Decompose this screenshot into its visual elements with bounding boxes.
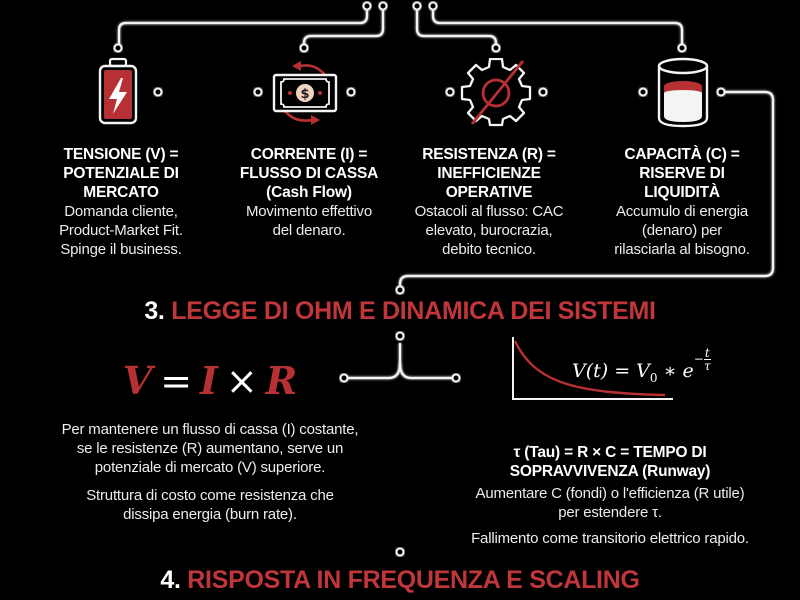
card-title: CORRENTE (I) = FLUSSO DI CASSA (Cash Flow) <box>239 146 379 201</box>
cash-flow-icon <box>270 58 340 128</box>
tau-failure-note: Fallimento come transitorio elettrico rapido. <box>471 530 749 547</box>
section-4-heading: 4. RISPOSTA IN FREQUENZA E SCALING <box>160 566 640 594</box>
card-title: TENSIONE (V) = POTENZIALE DI MERCATO <box>63 146 179 201</box>
card-title: CAPACITÀ (C) = RISERVE DI LIQUIDITÀ <box>624 146 740 201</box>
card-description: Accumulo di energia (denaro) per rilasciarla al bisogno. <box>614 203 750 258</box>
battery-icon <box>97 56 139 126</box>
decay-formula: $V(t) = V_0$ ∗ e− $\frac{t}{\tau}$ <box>572 346 711 385</box>
section-3-heading: 3. LEGGE DI OHM E DINAMICA DEI SISTEMI <box>144 297 656 325</box>
broken-gear-icon <box>460 58 532 128</box>
card-voltage <box>26 145 216 259</box>
tau-runway-block <box>430 443 790 548</box>
card-description: Domanda cliente, Product-Market Fit. Spinge il business. <box>59 203 183 258</box>
card-capacitance <box>587 145 777 259</box>
card-title: RESISTENZA (R) = INEFFICIENZE OPERATIVE <box>422 146 556 201</box>
card-resistance <box>394 145 584 259</box>
card-current <box>214 145 404 240</box>
svg-text:$: $ <box>300 87 310 102</box>
ohm-explanation: Per mantenere un flusso di cassa (I) costante, se le resistenze (R) aumentano, serve un potenziale di mercato (V) superiore. <box>61 421 359 476</box>
ohm-law-formula: V = I × R <box>122 358 298 403</box>
card-description: Ostacoli al flusso: CAC elevato, burocrazia, debito tecnico. <box>414 203 564 258</box>
card-description: Movimento effettivo del denaro. <box>246 203 372 239</box>
exponent: − $\frac{t}{\tau}$ <box>693 346 711 373</box>
reservoir-icon <box>656 56 710 128</box>
tau-title: τ (Tau) = R × C = TEMPO DI SOPRAVVIVENZA (Runway) <box>509 444 711 480</box>
burn-rate-note: Struttura di costo come resistenza che dissipa energia (burn rate). <box>86 487 334 523</box>
tau-description: Aumentare C (fondi) o l'efficienza (R utile) per estendere τ. <box>475 485 745 521</box>
